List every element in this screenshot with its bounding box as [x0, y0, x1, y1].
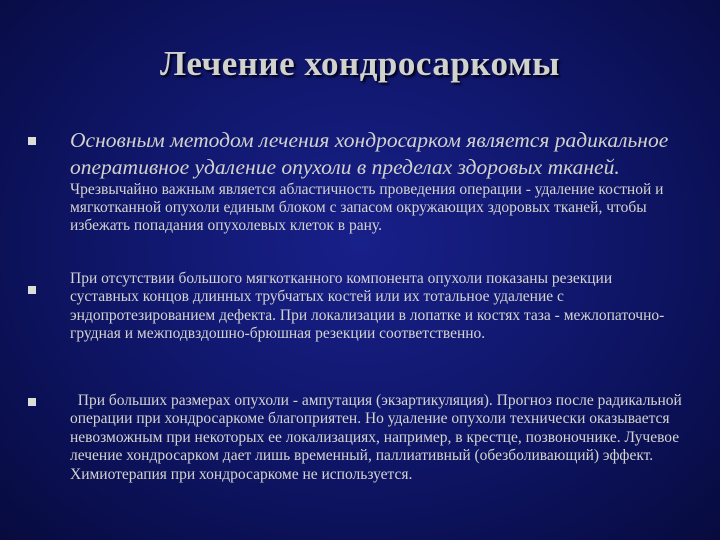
bullet-paragraph-1	[70, 127, 682, 235]
square-bullet-icon	[28, 137, 36, 145]
slide-title: Лечение хондросаркомы	[159, 44, 561, 83]
bullet-1-text: Чрезвычайно важным является абластичность проведения операции - удаление костной и мягкотканной опухоли единым блоком с запасом окружающих здоровых тканей, чтобы избежать попадания опухолевых клеток в рану.	[70, 181, 664, 234]
square-bullet-icon	[28, 398, 36, 406]
bullet-paragraph-2: При отсутствии большого мягкотканного компонента опухоли показаны резекции суставных концов длинных трубчатых костей или их тотальное удаление с эндопротезированием дефекта. При локализации в лопатке и костях таза - межлопаточно-грудная и межподвздошно-брюшная резекции соответственно.	[70, 270, 665, 343]
square-bullet-icon	[28, 286, 36, 294]
bullet-1-italic-text: Основным методом лечения хондросарком является радикальное оперативное удаление опухоли в пределах здоровых тканей.	[70, 128, 669, 179]
bullet-paragraph-3: При больших размерах опухоли - ампутация (экзартикуляция). Прогноз после радикальной операции при хондросаркоме благоприятен. Но удаление опухоли технически оказывается невозможным при некоторых ее локализациях, например, в крестце, позвоночнике. Лучевое лечение хондросарком дает лишь временный, паллиативный (обезболивающий) эффект. Химиотерапия при хондросаркоме не используется.	[70, 392, 686, 483]
